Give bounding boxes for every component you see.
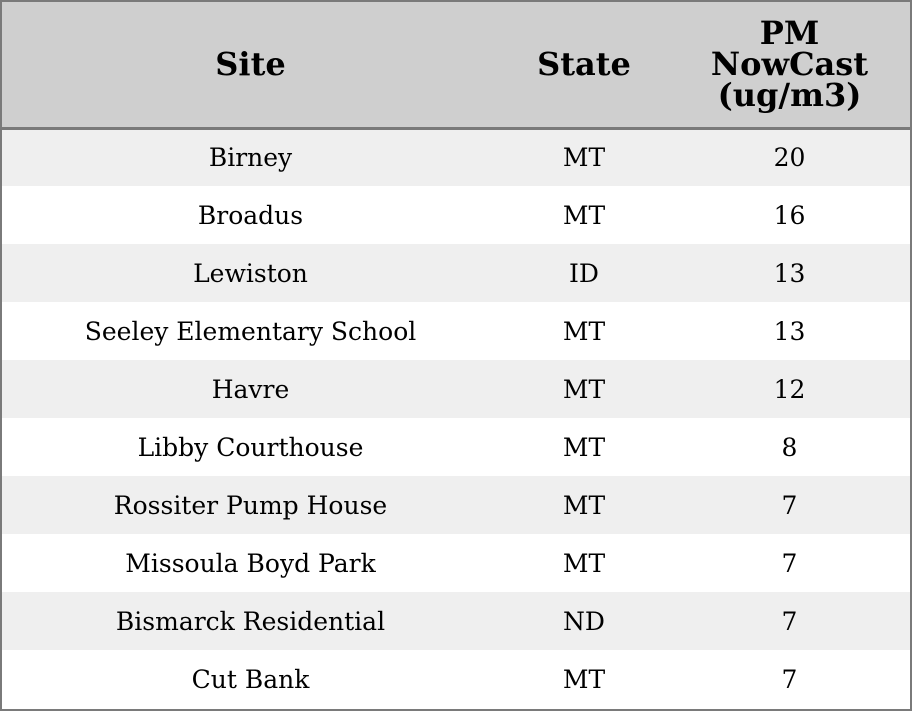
cell-state: ND (563, 606, 605, 636)
column-header-pm-line-2: NowCast (710, 44, 869, 83)
cell-pm-nowcast: 13 (773, 316, 806, 346)
cell-state: ID (569, 258, 599, 288)
column-header-site-line: Site (215, 44, 286, 83)
cell-state: MT (562, 432, 606, 462)
table-row (2, 476, 910, 534)
cell-pm-nowcast: 13 (773, 258, 806, 288)
table-row (2, 360, 910, 418)
cell-pm-nowcast: 7 (781, 606, 798, 636)
cell-site: Lewiston (193, 258, 308, 288)
cell-pm-nowcast: 7 (781, 664, 798, 694)
table-row (2, 302, 910, 360)
cell-pm-nowcast: 16 (773, 200, 806, 230)
cell-site: Bismarck Residential (115, 606, 386, 636)
column-header-state (499, 2, 669, 128)
table-row (2, 534, 910, 592)
cell-pm-nowcast: 8 (781, 432, 798, 462)
table-row (2, 186, 910, 244)
cell-state: MT (562, 200, 606, 230)
cell-state: MT (562, 374, 606, 404)
cell-pm-nowcast: 7 (781, 548, 798, 578)
cell-site: Rossiter Pump House (113, 490, 388, 520)
table-row (2, 592, 910, 650)
cell-state: MT (562, 664, 606, 694)
cell-site: Libby Courthouse (137, 432, 364, 462)
column-header-pm-line-3: (ug/m3) (717, 75, 862, 114)
table-row (2, 128, 910, 186)
table-row (2, 418, 910, 476)
table-body (2, 128, 910, 708)
cell-site: Broadus (197, 200, 304, 230)
cell-state: MT (562, 316, 606, 346)
header-row (2, 2, 910, 128)
cell-site: Seeley Elementary School (84, 316, 417, 346)
pm-nowcast-table (2, 2, 910, 708)
cell-state: MT (562, 143, 606, 173)
table-row (2, 650, 910, 708)
column-header-state-line: State (537, 44, 631, 83)
cell-site: Birney (208, 143, 293, 173)
column-header-pm-line-1: PM (759, 13, 820, 52)
table-row (2, 244, 910, 302)
cell-state: MT (562, 490, 606, 520)
column-header-pm (669, 2, 910, 128)
cell-pm-nowcast: 7 (781, 490, 798, 520)
cell-site: Havre (211, 374, 290, 404)
cell-pm-nowcast: 20 (773, 143, 806, 173)
table-header (2, 2, 910, 128)
cell-pm-nowcast: 12 (773, 374, 806, 404)
cell-site: Missoula Boyd Park (125, 548, 376, 578)
cell-site: Cut Bank (191, 664, 310, 694)
column-header-site (2, 2, 499, 128)
cell-state: MT (562, 548, 606, 578)
